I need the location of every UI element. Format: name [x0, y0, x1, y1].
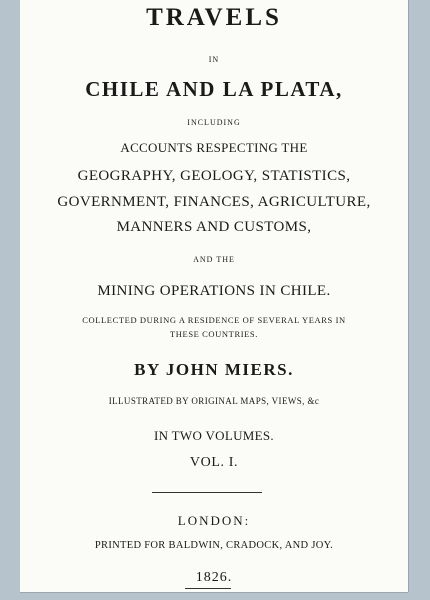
- including-word: INCLUDING: [187, 118, 241, 127]
- collected-line-2: THESE COUNTRIES.: [170, 329, 258, 339]
- divider-rule: [152, 492, 262, 493]
- author-line: BY JOHN MIERS.: [134, 360, 294, 379]
- and-the-line: AND THE: [193, 255, 235, 264]
- title-page: [20, 0, 408, 592]
- volume-number: VOL. I.: [189, 455, 239, 470]
- topics-line-1: GEOGRAPHY, GEOLOGY, STATISTICS,: [77, 168, 351, 184]
- publisher-line: PRINTED FOR BALDWIN, CRADOCK, AND JOY.: [94, 540, 334, 551]
- in-word: IN: [208, 55, 220, 64]
- region-title: CHILE AND LA PLATA,: [85, 77, 343, 101]
- year-underline: [185, 588, 231, 589]
- collected-line-1: COLLECTED DURING A RESIDENCE OF SEVERAL YEARS IN: [82, 315, 346, 325]
- year-line: 1826.: [195, 570, 233, 585]
- city-line: LONDON:: [177, 513, 251, 528]
- topics-line-2: GOVERNMENT, FINANCES, AGRICULTURE,: [57, 194, 371, 210]
- illustrated-line: ILLUSTRATED BY ORIGINAL MAPS, VIEWS, &c: [108, 396, 320, 406]
- volumes-line: IN TWO VOLUMES.: [154, 428, 274, 443]
- mining-line: MINING OPERATIONS IN CHILE.: [97, 283, 331, 299]
- accounts-line: ACCOUNTS RESPECTING THE: [120, 140, 308, 155]
- topics-line-3: MANNERS AND CUSTOMS,: [116, 219, 312, 235]
- book-title: TRAVELS: [146, 4, 282, 31]
